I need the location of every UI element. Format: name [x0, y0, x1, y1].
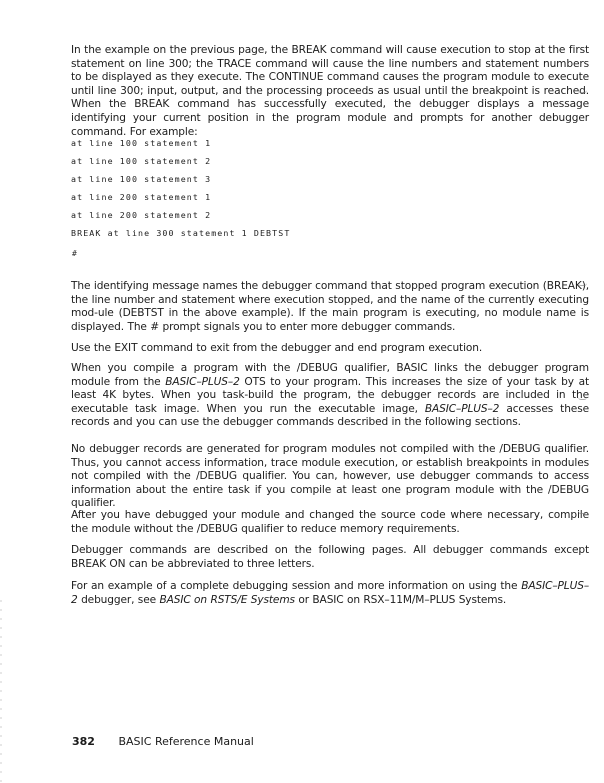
page-footer [72, 735, 254, 748]
page-number: 382 [72, 735, 95, 748]
text-run: For an example of a complete debugging session and more information on using the [71, 580, 522, 592]
text-run: When you compile a program with the /DEBUG qualifier, BASIC links the debugger program module from the [71, 362, 589, 388]
paragraph-further-reference [71, 580, 589, 607]
paragraph-no-debugger-records: No debugger records are generated for program modules not compiled with the /DEBUG qualifier. Thus, you cannot access information, trace module execution, or establish breakpoints in modules not compiled with the /DEBUG qualifier. You can, however, use debugger commands to access information about the entire task if you compile at least one program module with the /DEBUG qualifier. [71, 443, 589, 510]
text-run: accesses these records and you can use the debugger commands described in the following sections. [71, 402, 589, 429]
debugger-prompt: # [72, 249, 77, 258]
code-example [71, 134, 290, 242]
product-name-italic: BASIC–PLUS–2 [71, 580, 589, 606]
code-line: at line 200 statement 1 [71, 192, 212, 202]
paragraph-debug-qualifier [71, 362, 589, 430]
scan-edge-artifact [0, 600, 2, 783]
code-line: at line 100 statement 2 [71, 156, 212, 166]
code-line: at line 100 statement 1 [71, 138, 212, 148]
book-title-italic: BASIC on RSTS/E Systems [159, 593, 295, 606]
product-name-italic: BASIC–PLUS–2 [165, 375, 240, 388]
paragraph-exit-command: Use the EXIT command to exit from the debugger and end program execution. [71, 342, 483, 354]
paragraph-identifying-message: The identifying message names the debugger command that stopped program execution (BREAK), the line number and statement where execution stopped, and the name of the currently executing mod-ule (DEBTST in the above example). If the main program is executing, no module name is displayed. The # prompt signals you to enter more debugger commands. [71, 280, 589, 333]
paragraph-after-debugging: After you have debugged your module and changed the source code where necessary, compile the module without the /DEBUG qualifier to reduce memory requirements. [71, 509, 589, 535]
code-line: at line 200 statement 2 [71, 210, 212, 220]
manual-title: BASIC Reference Manual [118, 735, 254, 748]
product-name-italic: BASIC–PLUS–2 [424, 402, 500, 415]
paragraph-break-example: In the example on the previous page, the BREAK command will cause execution to stop at the first statement on line 300; the TRACE command will cause the line numbers and statement numbers to be displayed as they execute. The CONTINUE command causes the program module to execute until line 300; input, output, and the processing proceeds as usual until the breakpoint is reached. When the BREAK command has successfully executed, the debugger displays a message identifying your current position in the program module and prompts for another debugger command. For example: [71, 44, 589, 138]
code-line: at line 100 statement 3 [71, 174, 212, 184]
text-run: OTS to your program. This increases the size of your task by at least 4K bytes. When you task-build the program, the debugger records are included in the executable task image. When you run the executable image, [71, 375, 589, 415]
text-run: or BASIC on RSX–11M/M–PLUS Systems. [294, 593, 507, 606]
paragraph-command-abbreviation: Debugger commands are described on the following pages. All debugger commands except BREAK ON can be abbreviated to three letters. [71, 544, 589, 570]
code-line: BREAK at line 300 statement 1 DEBTST [71, 228, 291, 238]
text-run: debugger, see [77, 593, 160, 606]
